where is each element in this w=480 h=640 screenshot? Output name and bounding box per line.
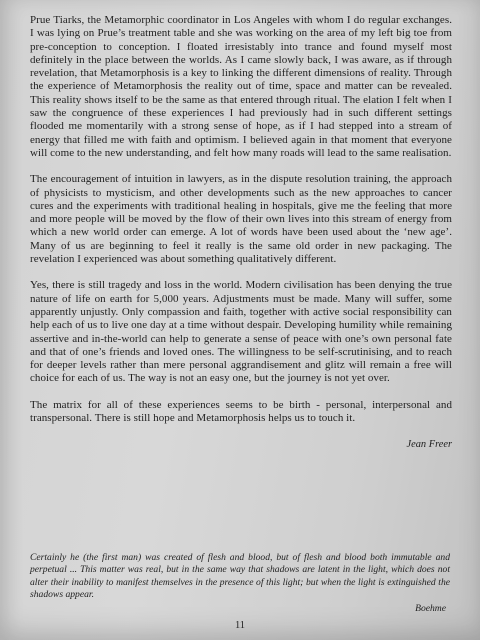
quote-author: Boehme xyxy=(415,602,446,614)
paragraph-1: Prue Tiarks, the Metamorphic coordinator in Los Angeles with whom I do regular exchanges. I was lying on Prue’s treatment table and she was working on the area of my left big toe from pre-conception to conception. I floated irresistably into trance and found myself most definitely in the place between the worlds. As I came slowly back, I was aware, as if through revelation, that Metamorphosis is a key to linking the different dimensions of reality. Through the experience of Metamorphosis the reality out of time, space and matter can be revealed. This reality shows itself to be the same as that entered through ritual. The elation I felt when I saw the congruence of these experiences I had previously had in such different settings flooded me momentarily with a strong sense of hope, as if I had stepped into a stream of energy that filled me with faith and optimism. I believed again in that moment that everyone will come to the new understanding, and felt how many roads will lead to the same realisation. xyxy=(30,14,452,159)
paragraph-2: The encouragement of intuition in lawyers, as in the dispute resolution training, the approach of physicists to mysticism, and other developments such as the new approaches to cancer cures and the experiments with traditional healing in hospitals, give me the feeling that more and more people will be moved by the flow of their own lives into this stream of energy from which a new world order can emerge. A lot of words have been used about the ‘new age’. Many of us are beginning to feel it really is the same old order in new packaging. The revelation I experienced was about something qualitatively different. xyxy=(30,173,452,266)
author-signature: Jean Freer xyxy=(406,439,452,451)
paragraph-4: The matrix for all of these experiences seems to be birth - personal, interpersonal and transpersonal. There is still hope and Metamorphosis helps us to touch it. xyxy=(30,398,452,425)
closing-quote xyxy=(30,552,450,615)
quote-text: Certainly he (the first man) was created of flesh and blood, but of flesh and blood both immutable and perpetual ... This matter was real, but in the same way that shadows are latent in the light, which does not alter their inability to manifest themselves in the presence of this light; but when the light is extinguished the shadows appear. xyxy=(30,552,450,601)
article-body xyxy=(30,14,452,451)
paragraph-3: Yes, there is still tragedy and loss in the world. Modern civilisation has been denying the true nature of life on earth for 5,000 years. Adjustments must be made. Many will suffer, some apparently unjustly. Only compassion and faith, together with active social responsibility can help each of us to live one day at a time without despair. Developing humility while remaining assertive and in-the-world can help to generate a sense of peace with one’s own personal fate and that of one’s friends and loved ones. The willingness to be self-scrutinising, and to reach for deeper levels rather than mere personal aggrandisement and glitz will remain a free will choice for each of us. The way is not an easy one, but the journey is not yet over. xyxy=(30,279,452,385)
page-number: 11 xyxy=(234,620,246,631)
